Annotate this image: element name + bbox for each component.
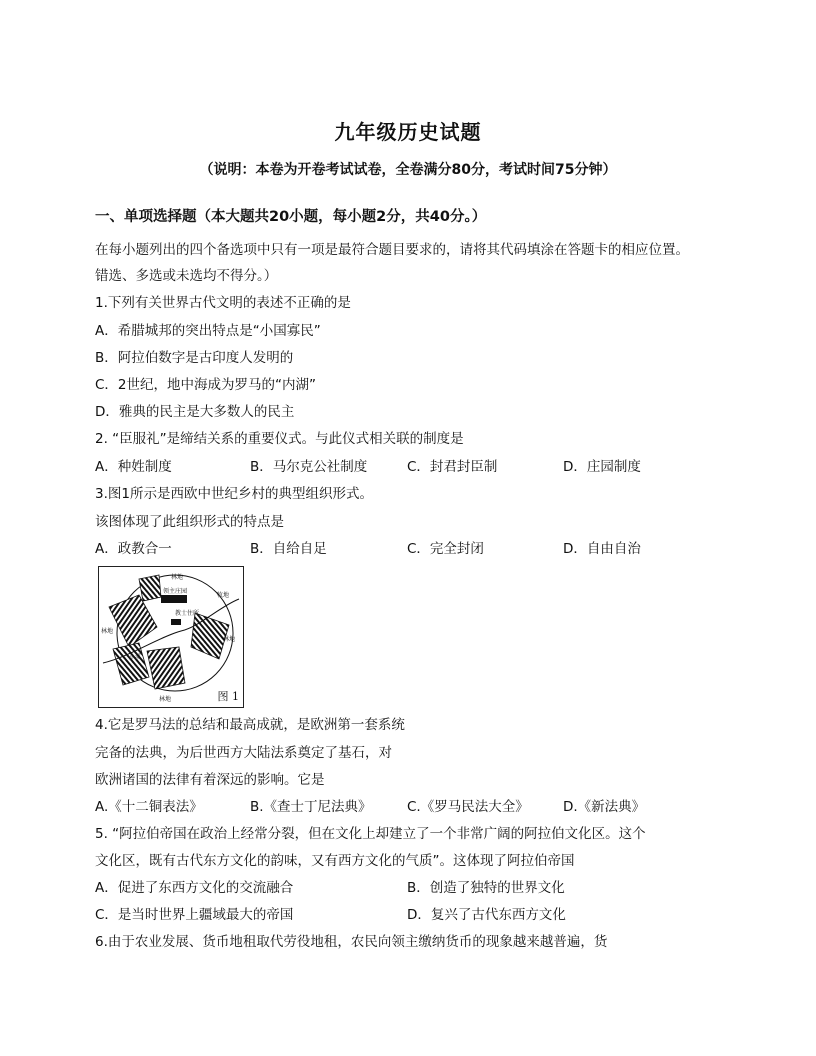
answer-option: C.《罗马民法大全》 xyxy=(407,799,529,815)
answer-option: A．希腊城邦的突出特点是“小国寡民” xyxy=(95,323,321,339)
figure-tag: 领主庄园 xyxy=(163,588,188,595)
figure-tag: 林地 xyxy=(101,628,114,635)
section-instruction: 错选、多选或未选均不得分。） xyxy=(95,268,278,284)
answer-option: A．种姓制度 xyxy=(95,459,172,475)
answer-option: A.《十二铜表法》 xyxy=(95,799,203,815)
answer-option: C．是当时世界上疆域最大的帝国 xyxy=(95,907,294,923)
question-stem: 6.由于农业发展、货币地租取代劳役地租，农民向领主缴纳货币的现象越来越普遍，货 xyxy=(95,934,608,950)
figure-tag: 林地 xyxy=(171,574,184,581)
answer-option: B．马尔克公社制度 xyxy=(250,459,368,475)
answer-option: D.《新法典》 xyxy=(563,799,646,815)
figure-tag: 牧地 xyxy=(217,592,230,599)
figure-caption: 图 1 xyxy=(217,690,239,703)
answer-option: D．自由自治 xyxy=(563,541,641,557)
answer-option: D．雅典的民主是大多数人的民主 xyxy=(95,404,295,420)
question-stem: 4.它是罗马法的总结和最高成就，是欧洲第一套系统 xyxy=(95,717,405,733)
manor-map-figure xyxy=(98,566,244,708)
answer-option: B．自给自足 xyxy=(250,541,327,557)
manor-map-illustration xyxy=(99,567,243,707)
question-stem: 2. “臣服礼”是缔结关系的重要仪式。与此仪式相关联的制度是 xyxy=(95,431,464,447)
answer-option: B.《查士丁尼法典》 xyxy=(250,799,372,815)
answer-option: B．阿拉伯数字是古印度人发明的 xyxy=(95,350,294,366)
figure-tag: 小溪 xyxy=(129,654,142,661)
question-stem: 文化区，既有古代东方文化的韵味，又有西方文化的气质”。这体现了阿拉伯帝国 xyxy=(95,853,575,869)
answer-option: D．复兴了古代东西方文化 xyxy=(407,907,566,923)
question-stem: 完备的法典，为后世西方大陆法系奠定了基石，对 xyxy=(95,745,392,761)
question-stem: 1.下列有关世界古代文明的表述不正确的是 xyxy=(95,295,351,311)
answer-option: C．2世纪，地中海成为罗马的“内湖” xyxy=(95,377,317,393)
figure-tag: 林地 xyxy=(223,636,236,643)
page-title: 九年级历史试题 xyxy=(334,120,482,144)
section-heading: 一、单项选择题（本大题共20小题，每小题2分，共40分。） xyxy=(95,209,487,225)
answer-option: A．政教合一 xyxy=(95,541,172,557)
question-stem: 3.图1所示是西欧中世纪乡村的典型组织形式。 xyxy=(95,486,373,502)
exam-instructions: （说明：本卷为开卷考试试卷，全卷满分80分，考试时间75分钟） xyxy=(199,162,617,178)
question-stem: 欧洲诸国的法律有着深远的影响。它是 xyxy=(95,772,325,788)
answer-option: B．创造了独特的世界文化 xyxy=(407,880,565,896)
answer-option: C．完全封闭 xyxy=(407,541,484,557)
answer-option: C．封君封臣制 xyxy=(407,459,498,475)
answer-option: A．促进了东西方文化的交流融合 xyxy=(95,880,294,896)
figure-tag: 教士住所 xyxy=(175,610,200,617)
section-instruction: 在每小题列出的四个备选项中只有一项是最符合题目要求的，请将其代码填涂在答题卡的相应位置。 xyxy=(95,242,689,258)
figure-tag: 林地 xyxy=(159,696,172,703)
question-stem: 5. “阿拉伯帝国在政治上经常分裂，但在文化上却建立了一个非常广阔的阿拉伯文化区。这个 xyxy=(95,826,646,842)
answer-option: D．庄园制度 xyxy=(563,459,641,475)
question-stem: 该图体现了此组织形式的特点是 xyxy=(95,514,284,530)
